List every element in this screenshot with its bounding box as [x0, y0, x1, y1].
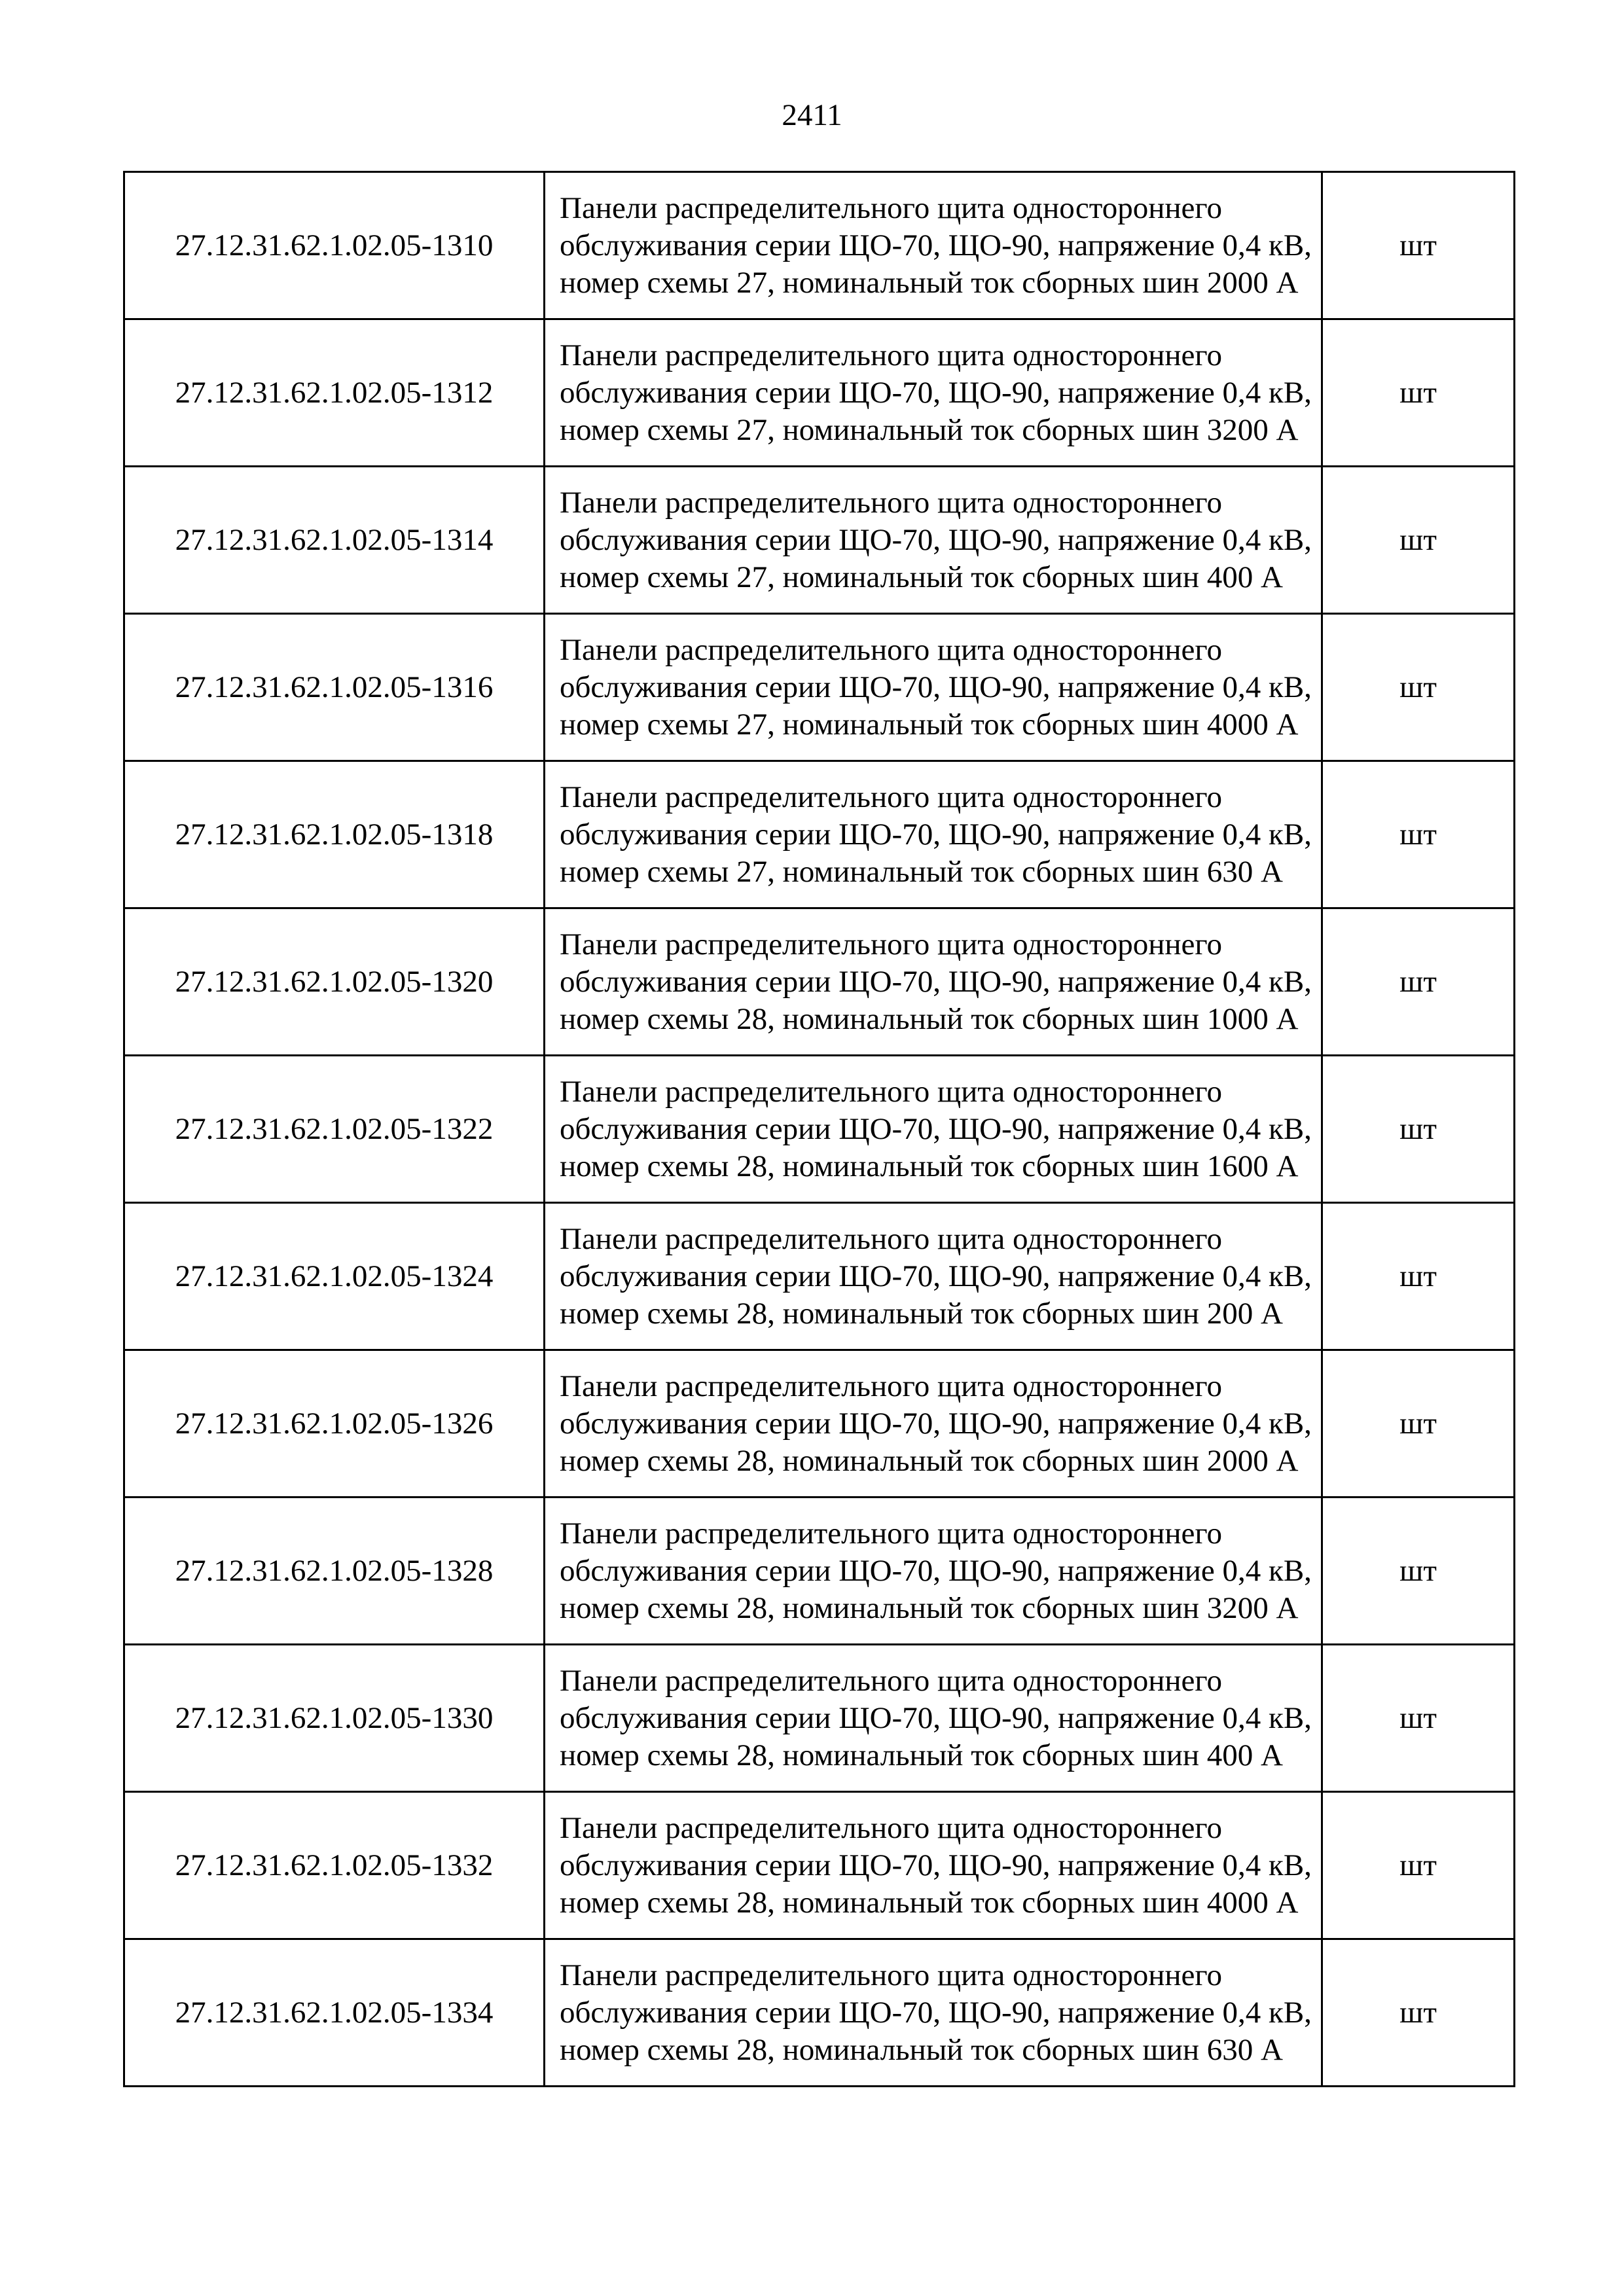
resource-code-cell: 27.12.31.62.1.02.05-1328 [124, 1498, 545, 1645]
unit-cell: шт [1322, 761, 1515, 908]
page-number: 2411 [782, 98, 842, 132]
unit-cell: шт [1322, 467, 1515, 614]
resource-description-cell: Панели распределительного щита одностороннего обслуживания серии ЩО-70, ЩО-90, напряжение 0,4 кВ, номер схемы 27, номинальный ток сборных шин 4000 А [545, 614, 1322, 761]
table-row [124, 319, 1515, 467]
resource-code-cell: 27.12.31.62.1.02.05-1326 [124, 1350, 545, 1498]
resource-description-cell: Панели распределительного щита одностороннего обслуживания серии ЩО-70, ЩО-90, напряжение 0,4 кВ, номер схемы 28, номинальный ток сборных шин 3200 А [545, 1498, 1322, 1645]
resource-code-cell: 27.12.31.62.1.02.05-1324 [124, 1203, 545, 1350]
resource-description-cell: Панели распределительного щита одностороннего обслуживания серии ЩО-70, ЩО-90, напряжение 0,4 кВ, номер схемы 27, номинальный ток сборных шин 2000 А [545, 172, 1322, 319]
resource-description-cell: Панели распределительного щита одностороннего обслуживания серии ЩО-70, ЩО-90, напряжение 0,4 кВ, номер схемы 27, номинальный ток сборных шин 630 А [545, 761, 1322, 908]
resource-code-cell: 27.12.31.62.1.02.05-1332 [124, 1792, 545, 1939]
table-row [124, 1203, 1515, 1350]
unit-cell: шт [1322, 1939, 1515, 2087]
unit-cell: шт [1322, 1203, 1515, 1350]
unit-cell: шт [1322, 1645, 1515, 1792]
resource-code-cell: 27.12.31.62.1.02.05-1314 [124, 467, 545, 614]
resource-code-cell: 27.12.31.62.1.02.05-1320 [124, 908, 545, 1056]
resource-code-cell: 27.12.31.62.1.02.05-1312 [124, 319, 545, 467]
unit-cell: шт [1322, 908, 1515, 1056]
resource-code-cell: 27.12.31.62.1.02.05-1322 [124, 1056, 545, 1203]
table-row [124, 1645, 1515, 1792]
table-row [124, 761, 1515, 908]
resource-description-cell: Панели распределительного щита одностороннего обслуживания серии ЩО-70, ЩО-90, напряжение 0,4 кВ, номер схемы 28, номинальный ток сборных шин 200 А [545, 1203, 1322, 1350]
resource-code-cell: 27.12.31.62.1.02.05-1316 [124, 614, 545, 761]
resource-description-cell: Панели распределительного щита одностороннего обслуживания серии ЩО-70, ЩО-90, напряжение 0,4 кВ, номер схемы 28, номинальный ток сборных шин 4000 А [545, 1792, 1322, 1939]
table-row [124, 908, 1515, 1056]
catalog-table [123, 171, 1515, 2087]
resource-description-cell: Панели распределительного щита одностороннего обслуживания серии ЩО-70, ЩО-90, напряжение 0,4 кВ, номер схемы 28, номинальный ток сборных шин 2000 А [545, 1350, 1322, 1498]
unit-cell: шт [1322, 172, 1515, 319]
resource-code-cell: 27.12.31.62.1.02.05-1334 [124, 1939, 545, 2087]
unit-cell: шт [1322, 319, 1515, 467]
unit-cell: шт [1322, 614, 1515, 761]
resource-description-cell: Панели распределительного щита одностороннего обслуживания серии ЩО-70, ЩО-90, напряжение 0,4 кВ, номер схемы 27, номинальный ток сборных шин 3200 А [545, 319, 1322, 467]
resource-description-cell: Панели распределительного щита одностороннего обслуживания серии ЩО-70, ЩО-90, напряжение 0,4 кВ, номер схемы 27, номинальный ток сборных шин 400 А [545, 467, 1322, 614]
table-row [124, 1056, 1515, 1203]
unit-cell: шт [1322, 1498, 1515, 1645]
table-row [124, 467, 1515, 614]
unit-cell: шт [1322, 1350, 1515, 1498]
table-row [124, 172, 1515, 319]
unit-cell: шт [1322, 1056, 1515, 1203]
resource-code-cell: 27.12.31.62.1.02.05-1330 [124, 1645, 545, 1792]
resource-code-cell: 27.12.31.62.1.02.05-1318 [124, 761, 545, 908]
resource-description-cell: Панели распределительного щита одностороннего обслуживания серии ЩО-70, ЩО-90, напряжение 0,4 кВ, номер схемы 28, номинальный ток сборных шин 400 А [545, 1645, 1322, 1792]
resource-description-cell: Панели распределительного щита одностороннего обслуживания серии ЩО-70, ЩО-90, напряжение 0,4 кВ, номер схемы 28, номинальный ток сборных шин 1600 А [545, 1056, 1322, 1203]
table-row [124, 1939, 1515, 2087]
unit-cell: шт [1322, 1792, 1515, 1939]
table-row [124, 1350, 1515, 1498]
table-row [124, 1498, 1515, 1645]
resource-code-cell: 27.12.31.62.1.02.05-1310 [124, 172, 545, 319]
resource-description-cell: Панели распределительного щита одностороннего обслуживания серии ЩО-70, ЩО-90, напряжение 0,4 кВ, номер схемы 28, номинальный ток сборных шин 630 А [545, 1939, 1322, 2087]
table-row [124, 1792, 1515, 1939]
table-row [124, 614, 1515, 761]
resource-description-cell: Панели распределительного щита одностороннего обслуживания серии ЩО-70, ЩО-90, напряжение 0,4 кВ, номер схемы 28, номинальный ток сборных шин 1000 А [545, 908, 1322, 1056]
